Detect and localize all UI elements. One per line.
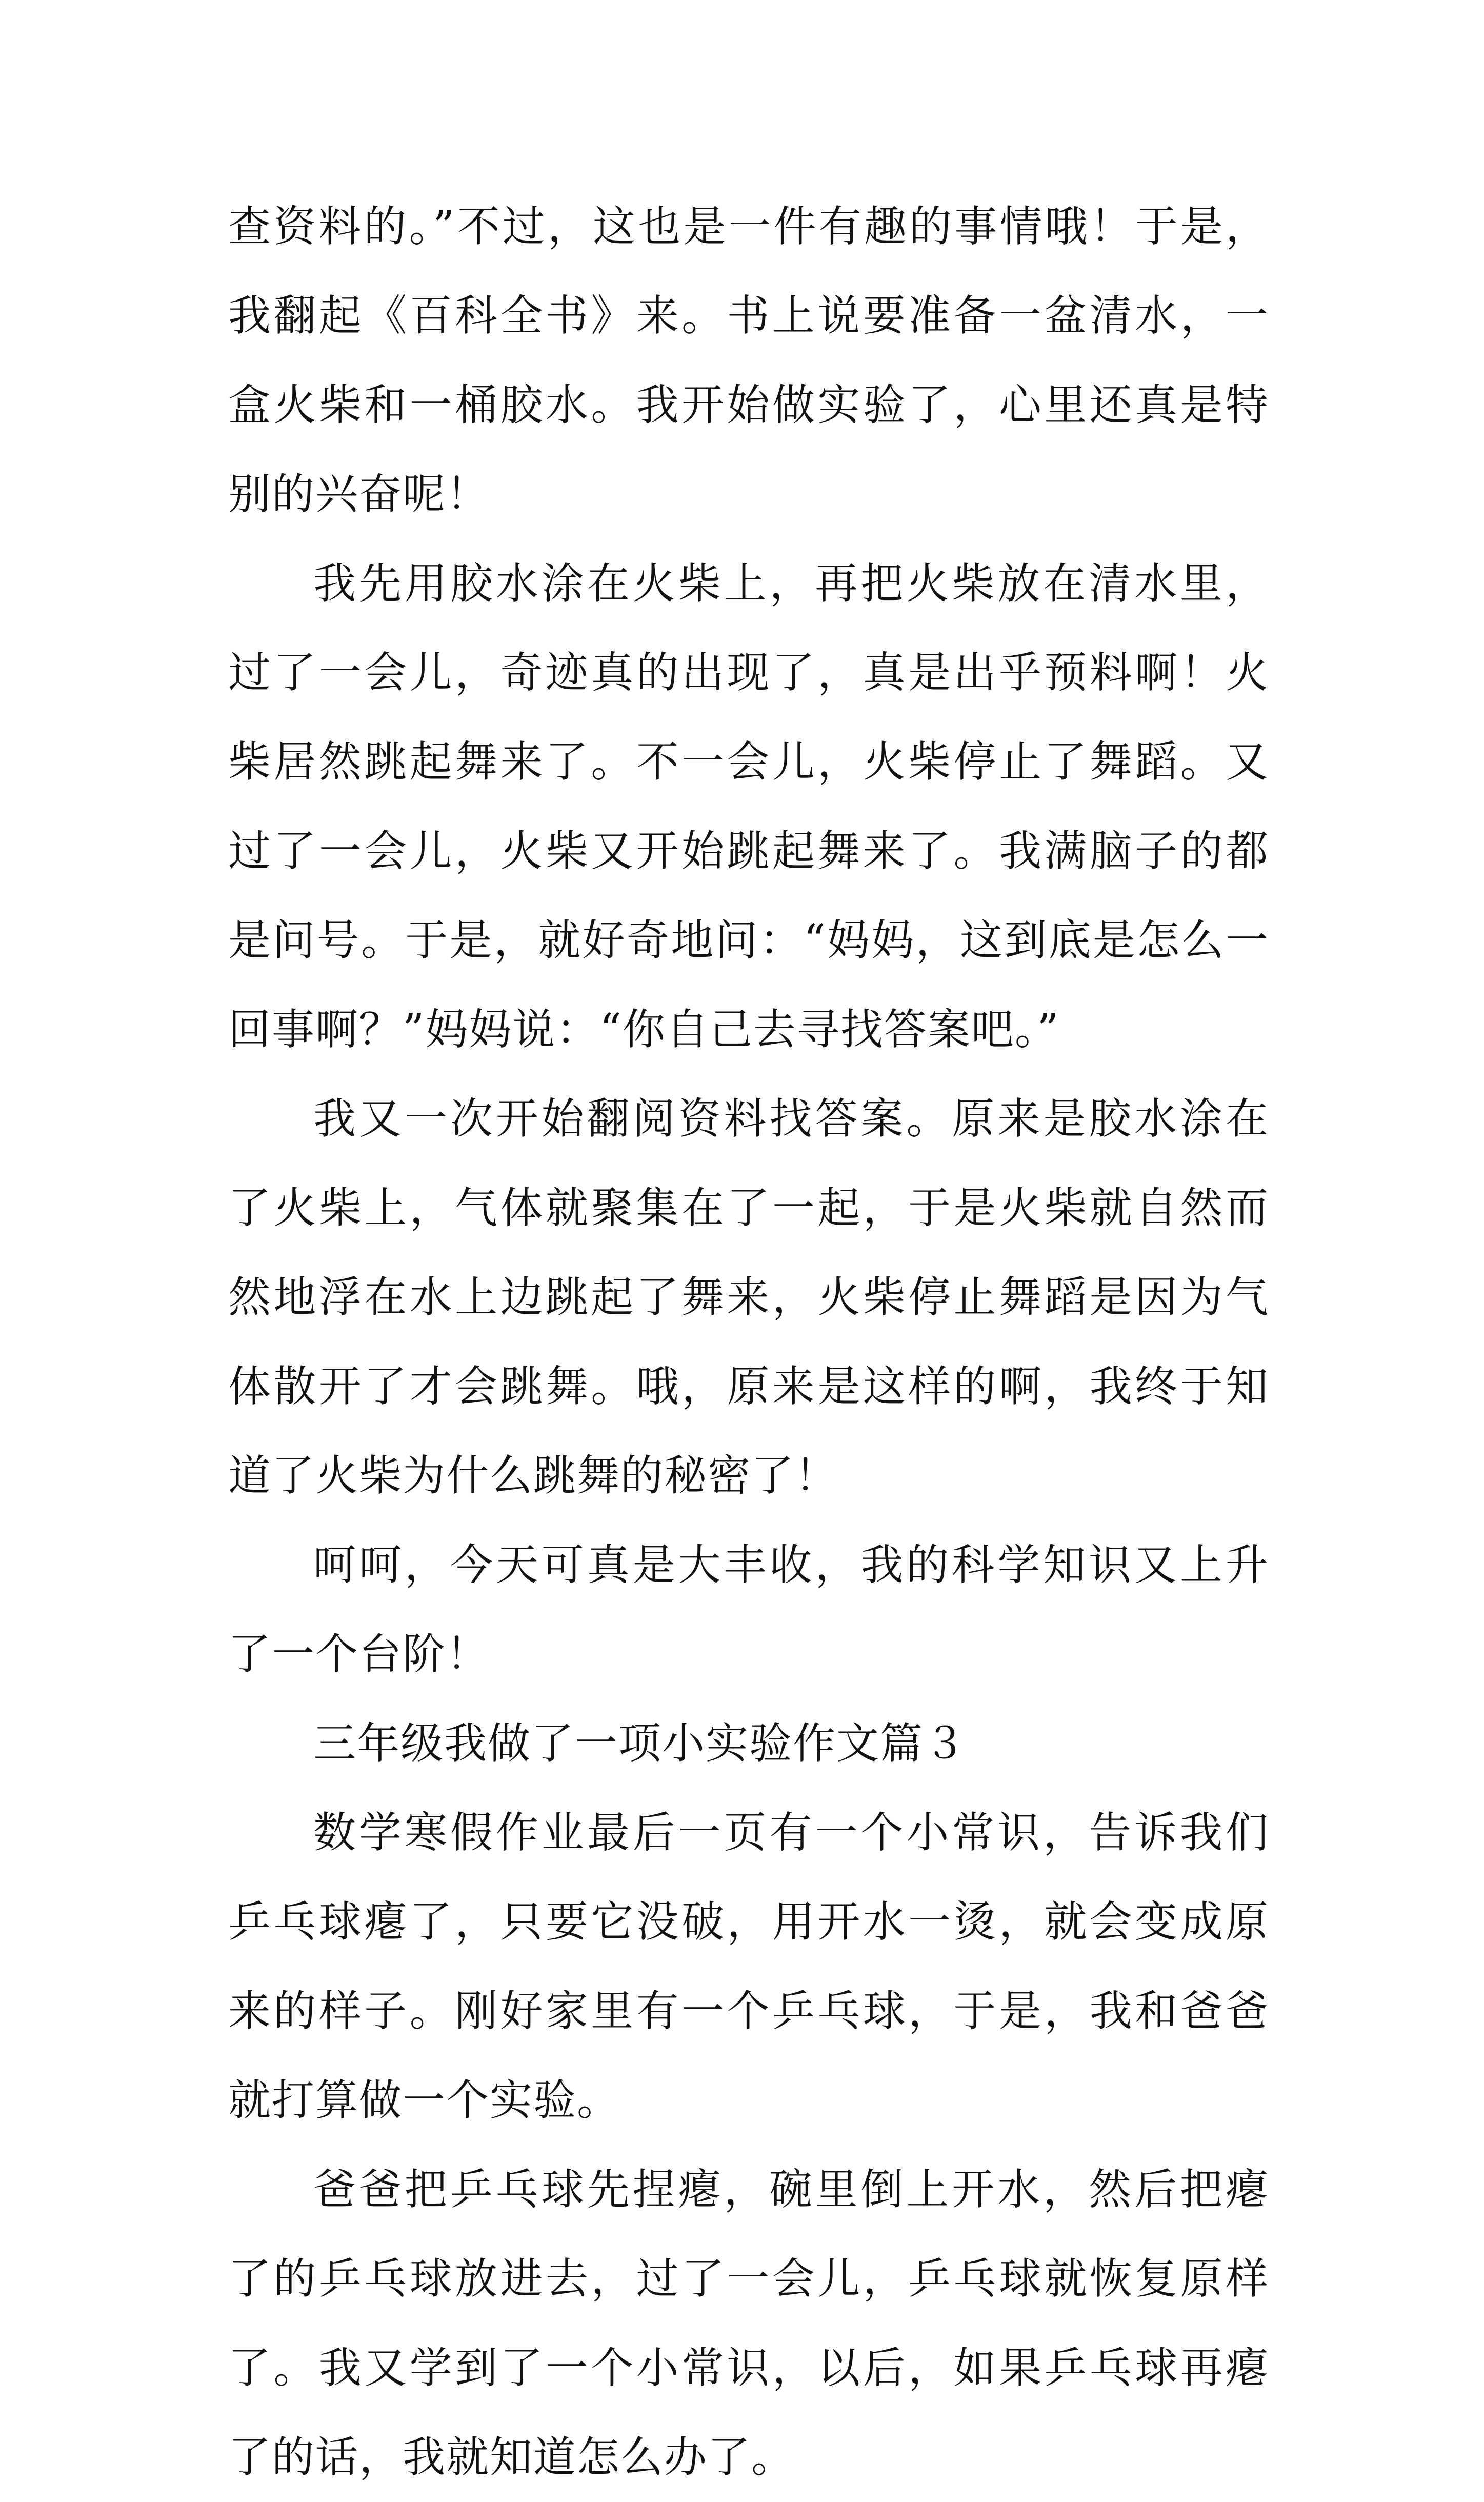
paragraph-2: 我先用胶水涂在火柴上，再把火柴放在清水里，过了一会儿，奇迹真的出现了，真是出乎预料啊！火柴居然跳起舞来了。不一会儿，火柴停止了舞蹈。又过了一会儿，火柴又开始跳起舞来了。我满脑子的都是问号。于是，就好奇地问：“妈妈，这到底是怎么一回事啊？”妈妈说：“你自己去寻找答案吧。” xyxy=(228,558,1269,1054)
section-paragraph-2: 爸爸把乒乓球先捏瘪，碗里倒上开水，然后把瘪了的乒乓球放进去，过了一会儿，乒乓球就恢复原样了。我又学到了一个小常识，以后，如果乒乓球再瘪了的话，我就知道怎么办了。 xyxy=(228,2165,1269,2482)
section-paragraph-1: 数学寒假作业最后一页有一个小常识，告诉我们乒乓球瘪了，只要它没破，用开水一烫，就会变成原来的样子。刚好家里有一个乒乓球，于是，我和爸爸就打算做一个实验。 xyxy=(228,1808,1269,2125)
section-title: 三年级我做了一项小实验作文篇３ xyxy=(313,1718,967,1768)
paragraph-1: 查资料的。”不过，这也是一件有趣的事情哦！于是，我翻起《百科全书》来。书上说要准备一盆清水，一盒火柴和一桶胶水。我开始做实验了，心里还真是特别的兴奋呢！ xyxy=(228,202,1269,519)
document-page xyxy=(228,182,1269,2502)
paragraph-4: 呵呵，今天可真是大丰收，我的科学知识又上升了一个台阶！ xyxy=(228,1540,1269,1679)
paragraph-3: 我又一次开始翻阅资料找答案。原来是胶水涂在了火柴上，气体就聚集在了一起，于是火柴就自然而然地浮在水上边跳起了舞来，火柴停止舞蹈是因为气体散开了才会跳舞。哦，原来是这样的啊，我终于知道了火柴为什么跳舞的秘密了！ xyxy=(228,1094,1269,1500)
